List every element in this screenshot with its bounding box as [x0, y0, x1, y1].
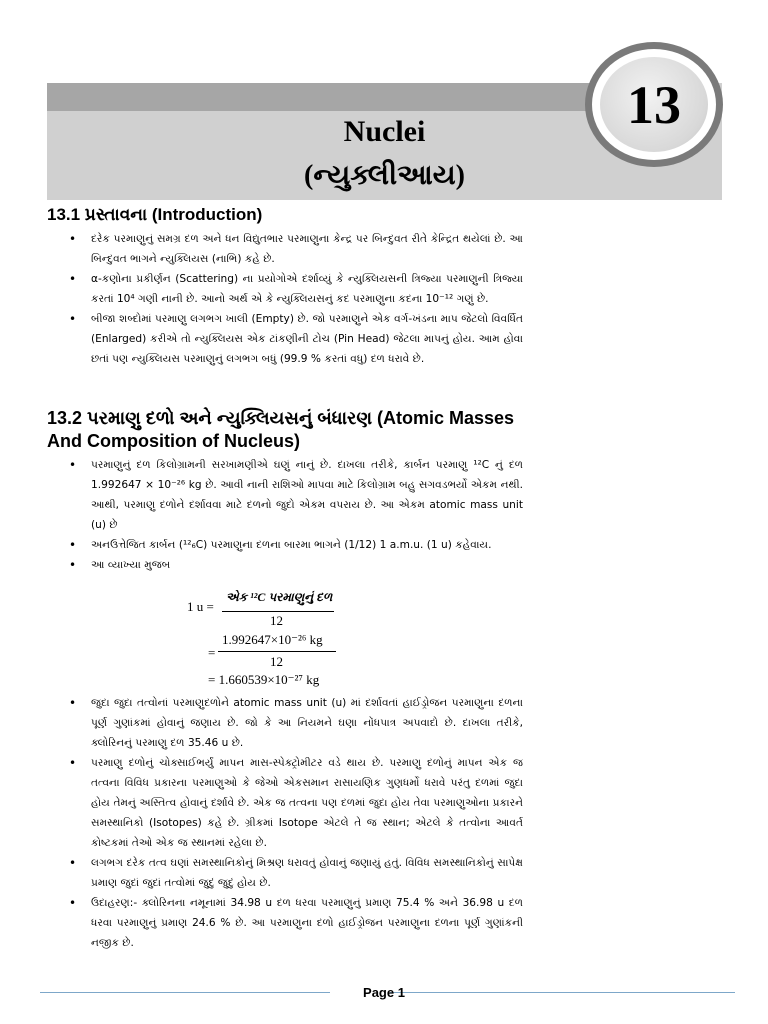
introduction-bullet-list [47, 229, 523, 369]
atomic-mass-bullet-list-a [47, 455, 523, 575]
fraction-bar-1 [222, 611, 334, 612]
formula-denominator-1: 12 [270, 613, 283, 628]
fraction-bar-2 [218, 651, 336, 652]
list-item: • ઉદાહરણ:- ક્લોરિનના નમૂનામાં 34.98 u દળ ધરવા પરમાણુનું પ્રમાણ 75.4 % અને 36.98 u દળ ધરવા પરમાણુનું પ્રમાણ 24.6 % છે. આ પરમાણુના દળો હાઈડ્રોજન પરમાણુના દળના પૂર્ણ ગુણાંકની નજીક છે. [47, 893, 523, 953]
formula-numerator-2: 1.992647×10⁻²⁶ kg [222, 632, 323, 647]
list-item: • α-કણોના પ્રકીર્ણન (Scattering) ના પ્રયોગોએ દર્શાવ્યું કે ન્યુક્લિયસની ત્રિજ્યા પરમાણુની ત્રિજ્યા કરતાં 10⁴ ગણી નાની છે. આનો અર્થ એ કે ન્યુક્લિયસનું કદ પરમાણુના કદના 10⁻¹² ગણું છે. [47, 269, 523, 309]
list-item: • પરમાણુ દળોનું ચોક્સાઈભર્યું માપન માસ-સ્પેક્ટ્રોમીટર વડે થાય છે. પરમાણુ દળોનું માપન એક જ તત્વના વિવિધ પ્રકારના પરમાણુઓ કે જેઓ એકસમાન રાસાયણિક ગુણધર્મો ધરાવે પરંતુ દળમાં જુદા હોય તેમનું અસ્તિત્વ હોવાનું દર્શાવે છે. એક જ તત્વના પણ દળમાં જુદા હોય તેવા પરમાણુઓના પ્રકારને સમસ્થાનિકો (Isotopes) કહે છે. ગ્રીકમાં Isotope એટલે તે જ સ્થાન; એટલે કે તત્વોના આવર્ત કોષ્ટકમાં તેઓ એક જ સ્થાનમાં રહેલા છે. [47, 753, 523, 853]
page-number: Page 1 [363, 985, 405, 1000]
list-item: • દરેક પરમાણુનું સમગ્ર દળ અને ધન વિદ્યુતભાર પરમાણુના કેન્દ્ર પર બિન્દુવત રીતે કેન્દ્રિત થયેલાં છે. આ બિન્દુવત ભાગને ન્યુક્લિયસ (નાભિ) કહે છે. [47, 229, 523, 269]
list-item: • અનઉત્તેજિત કાર્બન (¹²₆C) પરમાણુના દળના બારમા ભાગને (1/12) 1 a.m.u. (1 u) કહેવાય. [47, 535, 523, 555]
list-item: • બીજા શબ્દોમાં પરમાણુ લગભગ ખાલી (Empty) છે. જો પરમાણુને એક વર્ગ-ખંડના માપ જેટલો વિવર્ધિત (Enlarged) કરીએ તો ન્યુક્લિયસ એક ટાંકણીની ટોચ (Pin Head) જેટલા માપનું હોય. આમ હોવા છતાં પણ ન્યુક્લિયસ પરમાણુનું લગભગ બધું (99.9 % કરતાં વધુ) દળ ધરાવે છે. [47, 309, 523, 369]
banner-top-bar [47, 83, 607, 111]
chapter-number: 13 [627, 75, 681, 135]
list-item: • જુદા જુદા તત્વોનાં પરમાણુદળોને atomic mass unit (u) માં દર્શાવતાં હાઈડ્રોજન પરમાણુના દળના પૂર્ણ ગુણાંકમાં હોવાનું જણાય છે. જો કે આ નિયમને ઘણા નોંધપાત્ર અપવાદો છે. દાખલા તરીકે, ક્લોરિનનું પરમાણુ દળ 35.46 u છે. [47, 693, 523, 753]
formula-equals-2: = [208, 645, 216, 660]
atomic-mass-bullet-list-b [47, 693, 523, 953]
formula-numerator-1: એક ¹²C પરમાણુનું દળ [226, 590, 333, 604]
section-heading-atomic-masses-cont: And Composition of Nucleus) [47, 431, 300, 451]
chapter-title-gujarati: (ન્યુક્લીઆય) [304, 160, 465, 191]
formula-lhs: 1 u = [187, 599, 214, 614]
list-item: • પરમાણુનું દળ કિલોગ્રામની સરખામણીએ ઘણું નાનું છે. દાખલા તરીકે, કાર્બન પરમાણુ ¹²C નું દળ 1.992647 × 10⁻²⁶ kg છે. આવી નાની રાશિઓ માપવા માટે કિલોગ્રામ બહુ સગવડભર્યો એકમ નથી. આથી, પરમાણુ દળોને દર્શાવવા માટે દળનો જુદો એકમ વપરાય છે. આ એકમ atomic mass unit (u) છે [47, 455, 523, 535]
list-item: • લગભગ દરેક તત્વ ઘણાં સમસ્થાનિકોનું મિશ્રણ ધરાવતું હોવાનું જણાયું હતું. વિવિધ સમસ્થાનિકોનું સાપેક્ષ પ્રમાણ જુદાં જુદાં તત્વોમાં જુદું જુદું હોય છે. [47, 853, 523, 893]
formula-denominator-2: 12 [270, 654, 283, 669]
list-item: • આ વ્યાખ્યા મુજબ [47, 555, 523, 575]
section-heading-atomic-masses: 13.2 પરમાણુ દળો અને ન્યુક્લિયસનું બંધારણ (Atomic Masses [47, 408, 515, 428]
section-heading-introduction: 13.1 પ્રસ્તાવના (Introduction) [47, 205, 263, 224]
formula-result: = 1.660539×10⁻²⁷ kg [208, 672, 320, 687]
chapter-title-english: Nuclei [343, 115, 426, 148]
